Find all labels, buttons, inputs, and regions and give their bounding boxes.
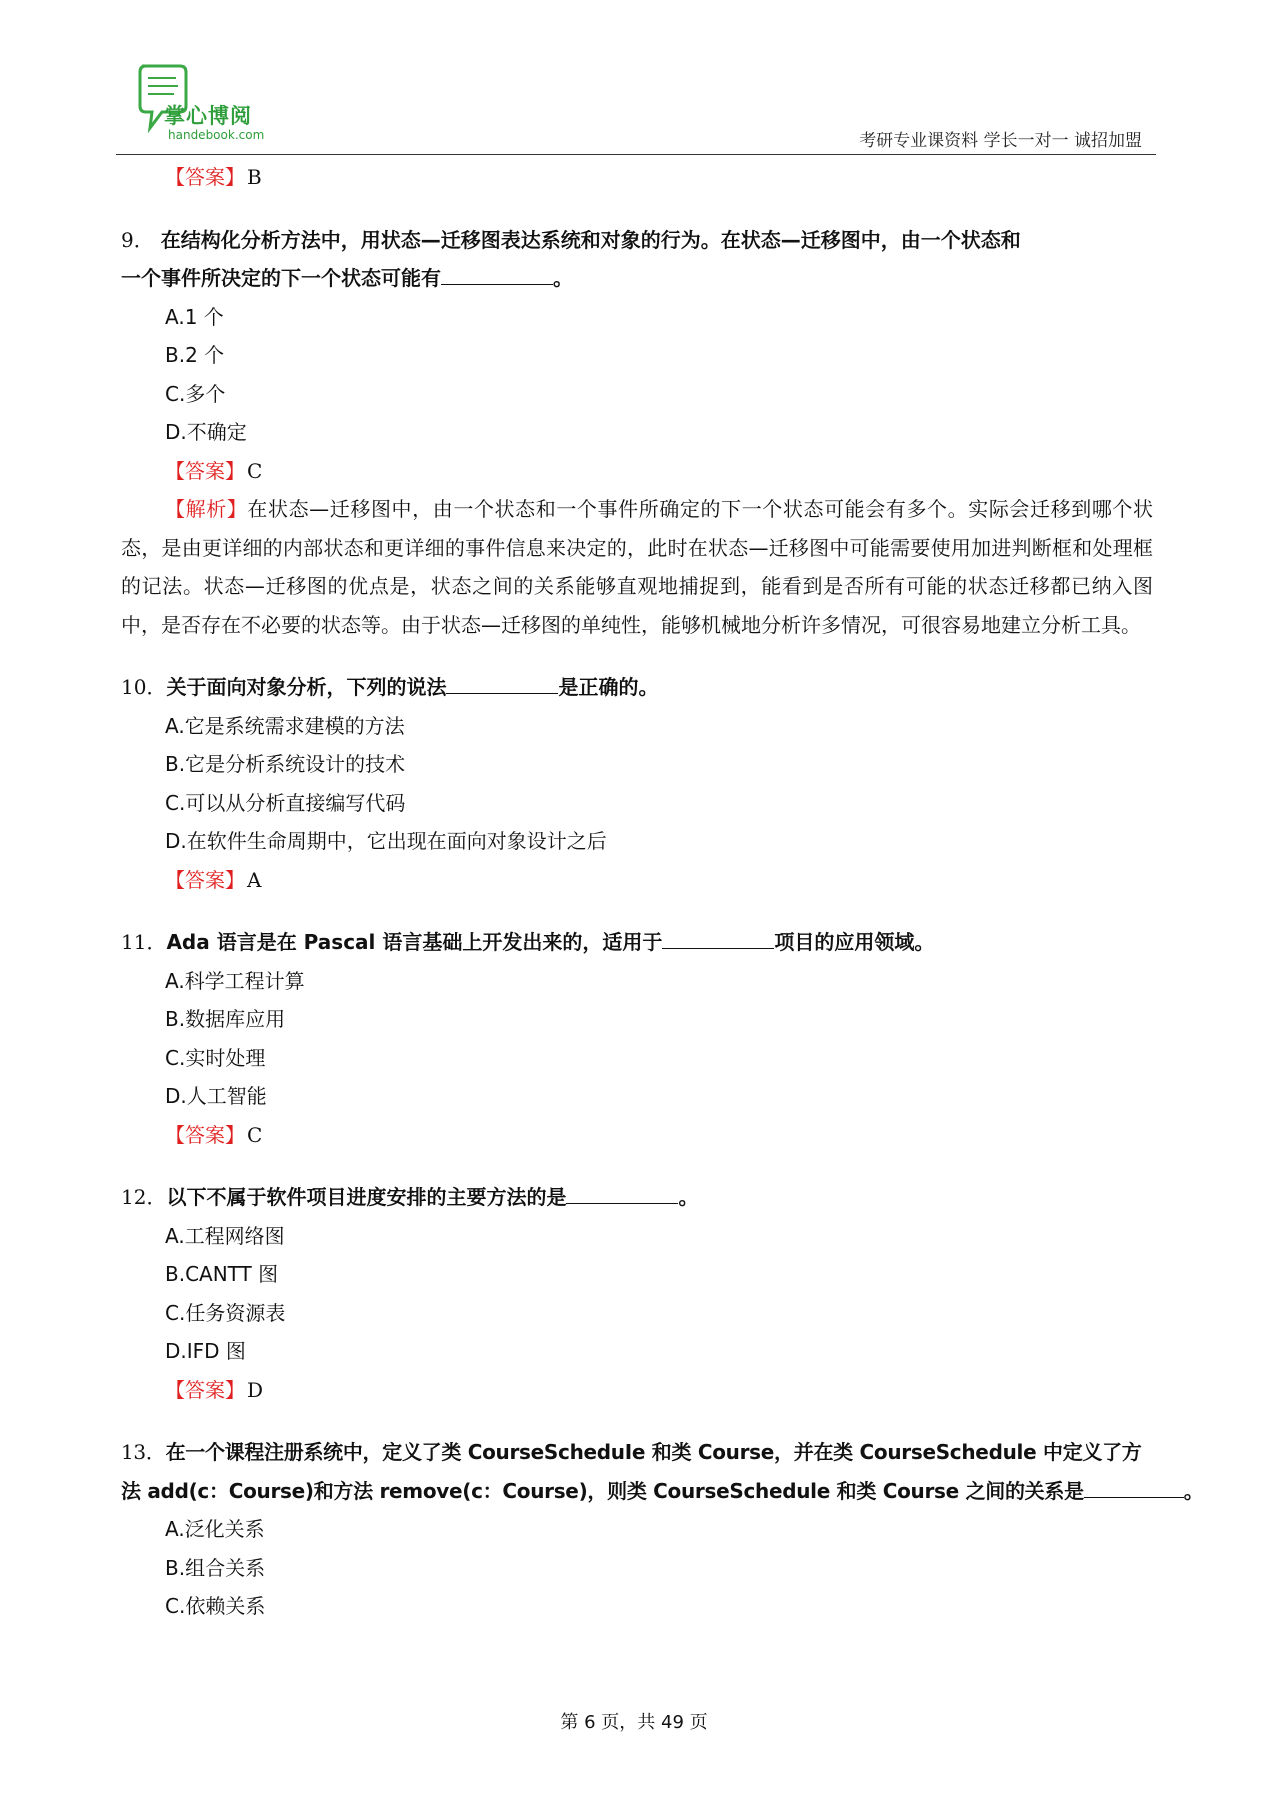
answer-line [121,452,1153,491]
page-content [121,158,1204,1626]
option-a: A.泛化关系 [165,1517,265,1541]
option-c: C.可以从分析直接编写代码 [165,790,406,815]
option-a: A.工程网络图 [165,1223,285,1248]
option-c: C.实时处理 [165,1045,266,1070]
option-b: B.它是分析系统设计的技术 [165,752,406,776]
question-number: 11． [121,930,167,954]
option-c: C.依赖关系 [165,1594,266,1618]
option-d: D.不确定 [165,420,247,444]
question-text: 在结构化分析方法中，用状态—迁移图表达系统和对象的行为。在状态—迁移图中，由一个状态和 [160,227,1021,252]
question-stem [121,221,1153,260]
answer-tag: 【答案】 [165,867,245,892]
question-number: 10． [121,675,167,699]
question-stem: 10．关于面向对象分析，下列的说法 是正确的。 [121,675,659,699]
question-12 [121,1178,1153,1409]
question-stem-cont: 法 add(c：Course)和方法 remove(c：Course)，则类 CourseSchedule 和类 Course 之间的关系是 。 [121,1478,1204,1503]
option-a: A.它是系统需求建模的方法 [165,713,405,738]
answer-value: C [247,458,263,483]
analysis-text: 在状态—迁移图中，由一个状态和一个事件所确定的下一个状态可能会有多个。实际会迁移到哪个状态，是由更详细的内部状态和更详细的事件信息来决定的，此时在状态—迁移图中可能需要使用加进判断框和处理框的记法。状态—迁移图的优点是，状态之间的关系能够直观地捕捉到，能看到是否所有可能的状态迁移都已纳入图中，是否存在不必要的状态等。由于状态—迁移图的单纯性，能够机械地分析许多情况，可很容易地建立分析工具。 [121,497,1154,637]
answer-blank [662,947,774,949]
page-number: 第 6 页，共 49 页 [560,1712,708,1733]
option-a: A.1 个 [165,304,224,329]
header-tagline: 考研专业课资料 学长一对一 诚招加盟 [859,131,1142,151]
analysis-tag: 【解析】 [165,497,248,521]
answer-blank [1084,1496,1184,1498]
answer-line [121,861,1153,900]
answer-blank [441,283,553,285]
option-d: D.在软件生命周期中，它出现在面向对象设计之后 [165,829,607,853]
answer-line [121,1371,1153,1410]
answer-tag: 【答案】 [165,1122,245,1147]
answer-tag: 【答案】 [165,458,245,483]
logo-url: handebook.com [168,128,265,142]
answer-value: D [247,1377,264,1402]
option-b: B.数据库应用 [165,1007,286,1031]
analysis-paragraph [121,490,1153,644]
answer-blank [446,692,558,694]
option-c: C.任务资源表 [165,1300,286,1325]
option-b: B.2 个 [165,343,225,367]
question-stem [121,1433,1153,1472]
answer-value: B [247,165,262,189]
question-number: 13． [121,1440,166,1464]
question-13 [121,1433,1204,1626]
page-header [116,56,1156,156]
question-number: 9． [121,227,154,252]
question-9 [121,221,1153,645]
header-divider [116,154,1156,155]
answer-value: C [247,1122,263,1147]
option-c: C.多个 [165,381,226,406]
option-a: A.科学工程计算 [165,968,305,993]
answer-tag: 【答案】 [165,165,245,189]
question-text: 在一个课程注册系统中，定义了类 CourseScheduIe 和类 Course，并在类 CourseSchedule 中定义了方 [165,1440,1142,1464]
option-b: B.CANTT 图 [165,1262,279,1286]
question-stem: 11．Ada 语言是在 Pascal 语言基础上开发出来的，适用于 项目的应用领域。 [121,930,935,954]
option-b: B.组合关系 [165,1555,266,1580]
answer-blank [566,1202,678,1204]
option-d: D.IFD 图 [165,1339,246,1363]
logo-text: 掌心博阅 [164,104,252,128]
question-number: 12． [121,1185,167,1209]
answer-tag: 【答案】 [165,1377,245,1402]
question-stem-cont: 一个事件所决定的下一个状态可能有 。 [121,266,573,290]
option-d: D.人工智能 [165,1084,267,1108]
question-10 [121,668,1153,899]
answer-line [121,158,1153,197]
answer-line [121,1116,1153,1155]
answer-value: A [247,867,262,892]
question-stem: 12．以下不属于软件项目进度安排的主要方法的是 。 [121,1185,699,1209]
question-11 [121,923,1153,1154]
